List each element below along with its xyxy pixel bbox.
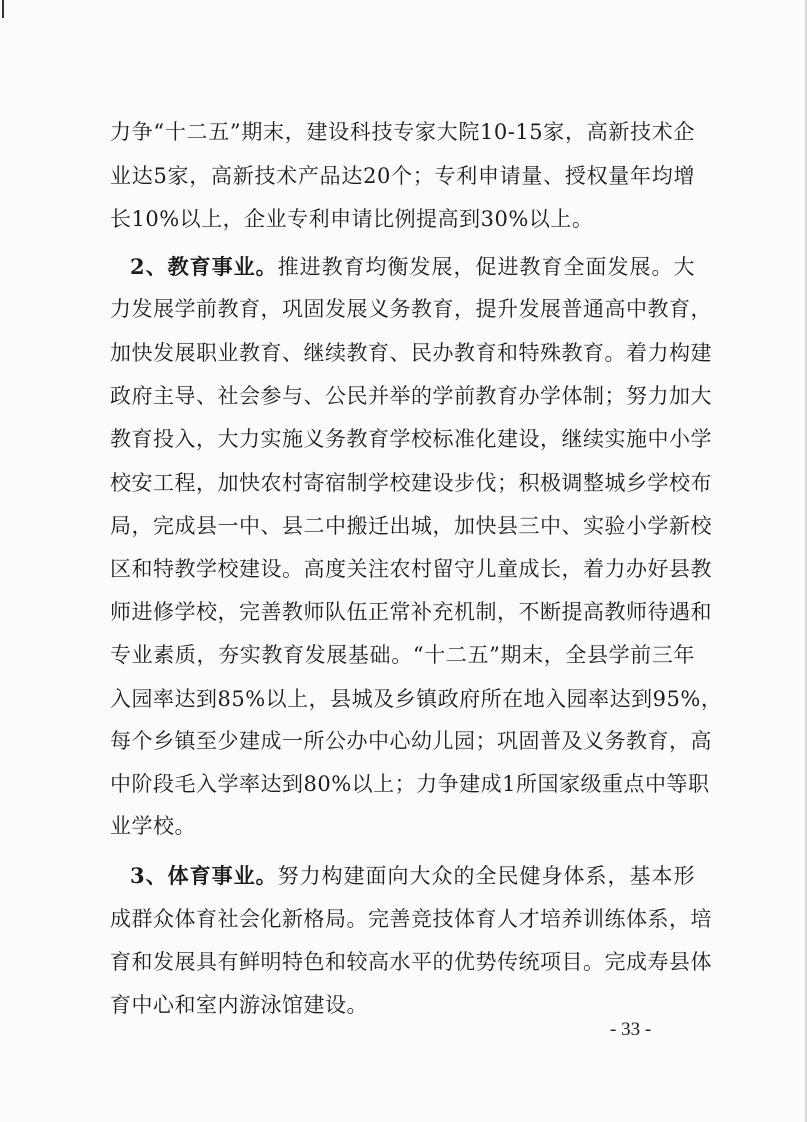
paragraph-education-first-line xyxy=(130,253,695,281)
text-line: 努力构建面向大众的全民健身体系，基本形 xyxy=(277,864,695,888)
text-line: 长10%以上，企业专利申请比例提高到30%以上。 xyxy=(110,207,594,231)
text-line: 师进修学校，完善教师队伍正常补充机制，不断提高教师待遇和 xyxy=(110,600,712,624)
text-line: 加快发展职业教育、继续教育、民办教育和特殊教育。着力构建 xyxy=(110,341,712,365)
text-line: 教育投入，大力实施义务教育学校标准化建设，继续实施中小学 xyxy=(110,427,712,451)
text-line: 育中心和室内游泳馆建设。 xyxy=(110,993,368,1017)
text-line: 业达5家，高新技术产品达20个；专利申请量、授权量年均增 xyxy=(110,164,695,188)
text-line: 政府主导、社会参与、公民并举的学前教育办学体制；努力加大 xyxy=(110,384,712,408)
text-line: 局，完成县一中、县二中搬迁出城，加快县三中、实验小学新校 xyxy=(110,514,712,538)
text-line: 校安工程，加快农村寄宿制学校建设步伐；积极调整城乡学校布 xyxy=(110,471,712,495)
text-line: 区和特教学校建设。高度关注农村留守儿童成长，着力办好县教 xyxy=(110,557,712,581)
text-line: 每个乡镇至少建成一所公办中心幼儿园；巩固普及义务教育，高 xyxy=(110,729,712,753)
text-line: 育和发展具有鲜明特色和较高水平的优势传统项目。完成寿县体 xyxy=(110,950,712,974)
text-line: 专业素质，夯实教育发展基础。“十二五”期末，全县学前三年 xyxy=(110,643,695,667)
heading-sports: 3、体育事业。 xyxy=(130,863,278,888)
text-line: 力发展学前教育，巩固发展义务教育，提升发展普通高中教育， xyxy=(110,297,712,321)
text-line: 力争“十二五”期末，建设科技专家大院10-15家，高新技术企 xyxy=(110,120,695,144)
text-line: 业学校。 xyxy=(110,814,196,838)
heading-education: 2、教育事业。 xyxy=(130,254,278,279)
text-line: 入园率达到85%以上，县城及乡镇政府所在地入园率达到95%， xyxy=(110,687,723,711)
text-line: 中阶段毛入学率达到80%以上；力争建成1所国家级重点中等职 xyxy=(110,772,710,796)
page-number: - 33 - xyxy=(610,1019,652,1040)
text-line: 成群众体育社会化新格局。完善竞技体育人才培养训练体系，培 xyxy=(110,907,712,931)
text-line: 推进教育均衡发展，促进教育全面发展。大 xyxy=(277,255,695,279)
paragraph-sports-first-line xyxy=(130,862,695,890)
